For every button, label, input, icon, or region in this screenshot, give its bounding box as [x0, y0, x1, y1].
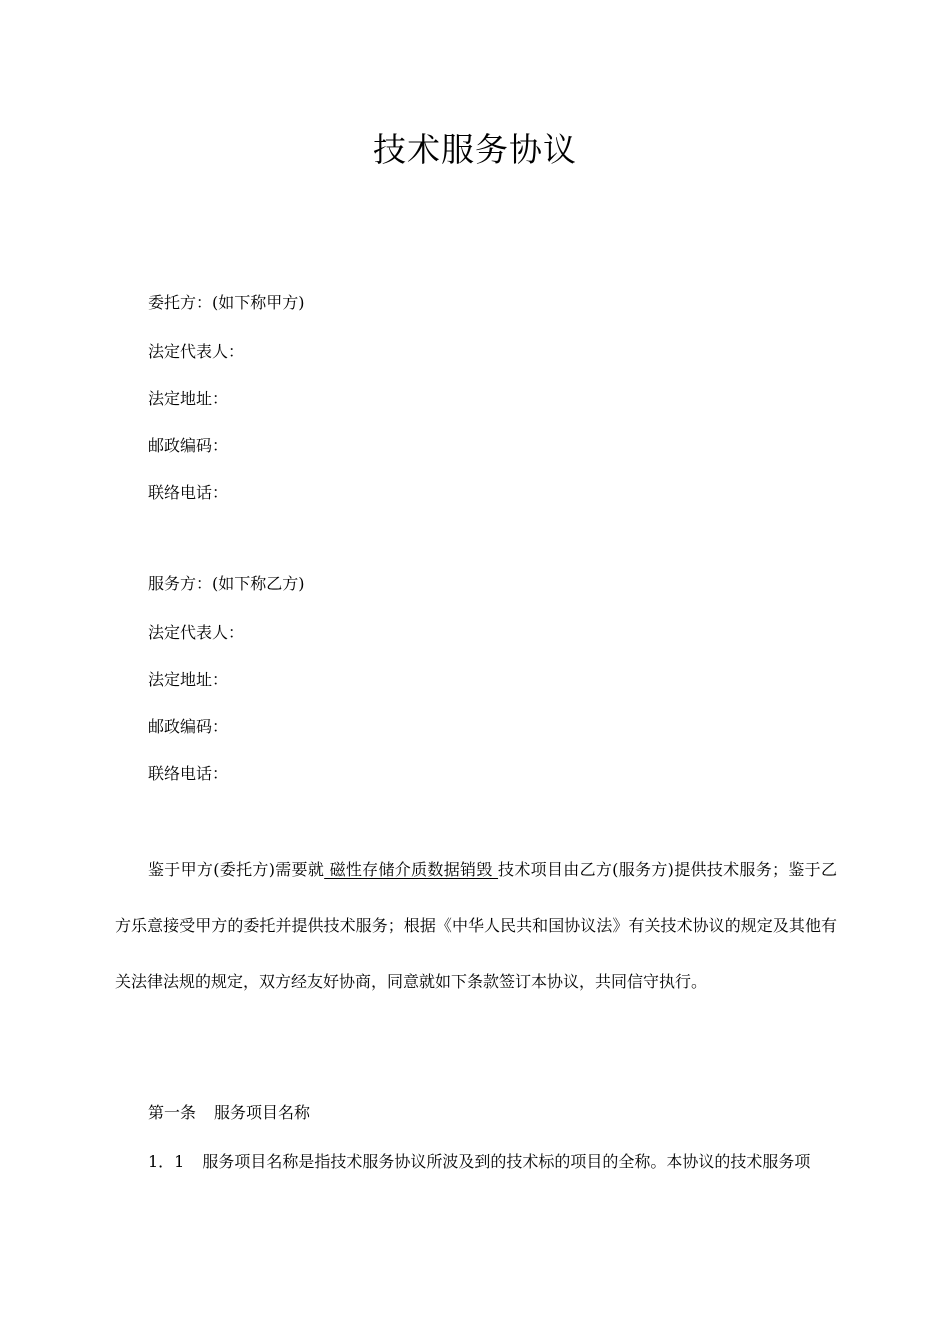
- client-address: 法定地址：: [148, 389, 229, 408]
- client-phone: 联络电话：: [148, 483, 229, 502]
- provider-phone: 联络电话：: [148, 764, 229, 783]
- preamble-paragraph: [115, 842, 837, 1010]
- provider-legal-rep: 法定代表人：: [148, 623, 245, 642]
- article-number: 第一条: [148, 1103, 197, 1122]
- preamble-before: 鉴于甲方(委托方)需要就: [148, 860, 325, 879]
- provider-address: 法定地址：: [148, 670, 229, 689]
- provider-heading: 服务方：(如下称乙方): [148, 574, 305, 593]
- article-heading: [148, 1102, 310, 1124]
- article-title: 服务项目名称: [214, 1103, 311, 1122]
- document-title: 技术服务协议: [373, 130, 577, 169]
- provider-postcode: 邮政编码：: [148, 717, 229, 736]
- project-name: 磁性存储介质数据销毁: [324, 860, 499, 879]
- client-legal-rep: 法定代表人：: [148, 342, 245, 361]
- clause-number: 1．1: [148, 1152, 185, 1171]
- preamble-after: 技术项目由乙方(服务方)提供技术服务；鉴于乙方乐意接受甲方的委托并提供技术服务；根据《中华人民共和国协议法》有关技术协议的规定及其他有关法律法规的规定，双方经友好协商，同意就如下条款签订本协议，共同信守执行。: [115, 860, 837, 991]
- client-heading: 委托方：(如下称甲方): [148, 293, 305, 312]
- client-postcode: 邮政编码：: [148, 436, 229, 455]
- clause-text: 服务项目名称是指技术服务协议所波及到的技术标的项目的全称。本协议的技术服务项: [202, 1152, 811, 1171]
- clause-paragraph: [148, 1151, 838, 1173]
